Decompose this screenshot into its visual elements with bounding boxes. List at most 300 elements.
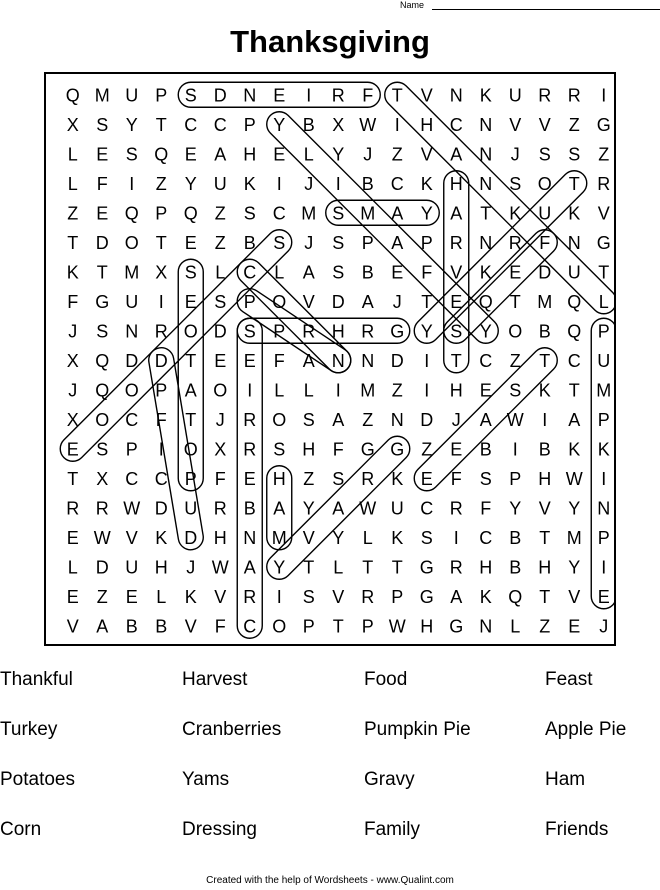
grid-letter: R [449,498,463,519]
grid-letter: C [272,203,286,224]
word-list [0,660,660,850]
grid-letter: E [66,439,79,460]
grid-letter: R [508,232,522,253]
grid-letter: F [450,468,462,489]
grid-letter: R [449,232,463,253]
grid-letter: Y [568,557,581,578]
grid-letter: E [125,586,138,607]
word-list-item: Apple Pie [545,719,627,740]
grid-letter: E [96,144,109,165]
grid-letter: K [155,527,168,548]
grid-letter: J [215,409,225,430]
word-list-item: Family [364,819,420,840]
grid-letter: I [276,173,282,194]
grid-letter: M [301,203,317,224]
grid-letter: T [539,350,551,371]
grid-letter: N [479,173,493,194]
grid-letter: E [568,616,581,637]
grid-letter: T [67,232,79,253]
grid-letter: Z [421,439,433,460]
grid-letter: G [419,557,434,578]
grid-letter: O [183,321,198,342]
grid-letter: N [243,85,257,106]
grid-letter: P [155,85,168,106]
grid-letter: A [391,232,404,253]
grid-letter: R [597,173,611,194]
grid-letter: V [509,114,522,135]
grid-letter: S [332,262,345,283]
grid-letter: Z [362,409,374,430]
grid-letter: E [184,232,197,253]
grid-letter: U [508,85,522,106]
name-field[interactable] [400,0,660,12]
grid-letter: S [96,321,109,342]
grid-letter: I [158,439,164,460]
grid-letter: E [450,439,463,460]
grid-letter: D [184,527,198,548]
grid-letter: Z [214,203,226,224]
grid-letter: K [420,173,433,194]
grid-letter: I [424,380,430,401]
grid-letter: T [185,350,197,371]
grid-letter: Q [478,291,493,312]
grid-letter: D [154,350,168,371]
grid-letter: V [568,586,581,607]
grid-letter: B [361,173,374,194]
grid-letter: V [450,262,463,283]
grid-letter: A [361,291,374,312]
grid-letter: Q [95,350,110,371]
grid-letter: R [95,498,109,519]
grid-letter: I [129,173,135,194]
grid-letter: E [273,85,286,106]
grid-letter: P [361,232,374,253]
grid-letter: Z [391,144,403,165]
grid-letter: K [538,380,551,401]
grid-letter: P [509,468,522,489]
grid-letter: E [214,350,227,371]
grid-letter: T [391,557,403,578]
grid-letter: E [479,380,492,401]
grid-letter: A [568,409,581,430]
grid-letter: G [390,439,405,460]
grid-letter: K [479,262,492,283]
grid-letter: X [155,262,168,283]
grid-letter: O [537,173,552,194]
grid-letter: C [243,616,257,637]
grid-letter: P [243,114,256,135]
grid-letter: X [66,350,79,371]
grid-letter: M [360,203,376,224]
grid-letter: P [273,321,286,342]
grid-letter: K [509,203,522,224]
grid-letter: R [154,321,168,342]
grid-letter: H [538,557,552,578]
grid-letter: C [125,468,139,489]
grid-letter: L [274,380,285,401]
grid-letter: Q [95,380,110,401]
grid-letter: W [506,409,524,430]
grid-letter: F [421,262,433,283]
grid-letter: G [596,232,611,253]
grid-letter: S [96,439,109,460]
grid-letter: S [243,203,256,224]
grid-letter: D [95,232,109,253]
grid-letter: V [597,203,610,224]
grid-letter: U [125,557,139,578]
grid-letter: T [421,291,433,312]
grid-letter: Y [302,498,315,519]
grid-letter: P [361,616,374,637]
grid-letter: I [394,114,400,135]
grid-letter: Z [509,350,521,371]
grid-letter: D [213,321,227,342]
grid-letter: A [450,144,463,165]
grid-letter: W [565,468,583,489]
grid-letter: R [361,586,375,607]
grid-letter: C [449,114,463,135]
grid-letter: H [449,380,463,401]
word-list-item: Yams [182,769,230,790]
grid-letter: Y [125,114,138,135]
grid-letter: I [542,409,548,430]
grid-letter: H [213,527,227,548]
grid-letter: L [598,291,609,312]
grid-letter: W [359,498,377,519]
grid-letter: C [125,409,139,430]
grid-letter: T [96,262,108,283]
grid-letter: K [568,439,581,460]
grid-letter: S [302,586,315,607]
grid-letter: C [479,350,493,371]
grid-letter: V [420,144,433,165]
grid-letter: A [391,203,404,224]
grid-letter: L [156,586,167,607]
grid-letter: F [67,291,79,312]
grid-letter: R [567,85,581,106]
grid-letter: A [243,557,256,578]
grid-letter: C [243,262,257,283]
grid-letter: W [388,616,406,637]
found-word-loop [262,107,504,349]
grid-letter: W [359,114,377,135]
grid-letter: Q [567,321,582,342]
grid-letter: V [125,527,138,548]
grid-letter: B [479,439,492,460]
grid-letter: H [243,144,257,165]
grid-letter: E [243,350,256,371]
grid-letter: H [479,557,493,578]
grid-letter: O [124,232,139,253]
grid-letter: S [214,291,227,312]
grid-letter: Y [332,144,345,165]
grid-letter: N [125,321,139,342]
word-list-item: Gravy [364,769,415,790]
grid-letter: A [450,586,463,607]
grid-letter: G [390,321,405,342]
grid-letter: E [273,144,286,165]
grid-letter: H [302,439,316,460]
grid-letter: R [243,586,257,607]
grid-letter: Y [509,498,522,519]
grid-letter: M [271,527,287,548]
grid-letter: F [539,232,551,253]
grid-letter: S [184,262,197,283]
grid-letter: E [184,144,197,165]
grid-letter: J [363,144,373,165]
grid-letter: N [390,409,404,430]
word-list-item: Ham [545,769,586,790]
grid-letter: J [304,173,314,194]
grid-letter: L [303,144,314,165]
grid-letter: V [302,527,315,548]
word-list-item: Feast [545,669,593,690]
word-list-item: Turkey [0,719,58,740]
grid-letter: Y [420,203,433,224]
grid-letter: J [451,409,461,430]
grid-letter: H [154,557,168,578]
grid-letter: U [538,203,552,224]
grid-letter: J [599,616,609,637]
grid-letter: X [96,468,109,489]
grid-letter: I [276,586,282,607]
grid-letter: R [361,468,375,489]
grid-letter: E [597,586,610,607]
grid-letter: X [332,114,345,135]
grid-letter: T [539,586,551,607]
grid-letter: S [568,144,581,165]
grid-letter: F [480,498,492,519]
grid-letter: C [479,527,493,548]
grid-letter: N [479,232,493,253]
found-word-loop [409,166,592,349]
grid-letter: C [567,350,581,371]
grid-letter: T [185,409,197,430]
grid-letter: N [479,616,493,637]
grid-letter: U [184,498,198,519]
grid-letter: H [272,468,286,489]
grid-letter: S [243,321,256,342]
grid-letter: P [597,527,610,548]
grid-letter: K [391,468,404,489]
grid-letter: N [243,527,257,548]
grid-letter: B [538,321,551,342]
grid-letter: F [214,468,226,489]
grid-letter: J [392,291,402,312]
grid-letter: Z [568,114,580,135]
grid-letter: U [125,291,139,312]
grid-letter: O [183,439,198,460]
grid-letter: H [420,114,434,135]
grid-letter: I [335,173,341,194]
grid-letter: B [361,262,374,283]
word-list-item: Harvest [182,669,248,690]
grid-letter: T [391,85,403,106]
grid-letter: F [273,350,285,371]
grid-letter: U [125,85,139,106]
grid-letter: H [331,321,345,342]
grid-letter: Z [67,203,79,224]
grid-letter: F [214,616,226,637]
grid-letter: Q [124,203,139,224]
found-word-loop [55,225,297,467]
grid-letter: T [362,557,374,578]
grid-letter: P [243,291,256,312]
grid-letter: V [66,616,79,637]
grid-letter: R [331,85,345,106]
grid-letter: M [94,85,110,106]
grid-letter: V [420,85,433,106]
grid-letter: N [361,350,375,371]
grid-letter: T [480,203,492,224]
grid-letter: W [211,557,229,578]
grid-letter: M [537,291,553,312]
grid-letter: Z [303,468,315,489]
grid-letter: D [125,350,139,371]
grid-letter: M [596,380,612,401]
grid-letter: H [538,468,552,489]
grid-letter: R [449,557,463,578]
grid-letter: C [420,498,434,519]
grid-letter: A [184,380,197,401]
grid-letter: M [566,527,582,548]
grid-letter: S [273,439,286,460]
grid-letter: A [302,350,315,371]
grid-letter: S [420,527,433,548]
grid-letter: C [213,114,227,135]
grid-letter: V [538,498,551,519]
grid-letter: K [479,586,492,607]
grid-letter: A [332,498,345,519]
grid-letter: Q [183,203,198,224]
grid-letter: G [449,616,464,637]
grid-letter: U [567,262,581,283]
grid-letter: T [450,350,462,371]
grid-letter: J [304,232,314,253]
grid-letter: A [479,409,492,430]
grid-letter: L [510,616,521,637]
grid-letter: M [360,380,376,401]
grid-letter: A [332,409,345,430]
grid-letter: B [155,616,168,637]
grid-letter: R [538,85,552,106]
grid-letter: V [332,586,345,607]
grid-letter: S [184,85,197,106]
grid-letter: Z [598,144,610,165]
grid-letter: S [125,144,138,165]
grid-letter: N [597,498,611,519]
word-list-item: Potatoes [0,769,75,790]
grid-letter: F [362,85,374,106]
grid-letter: D [213,85,227,106]
grid-letter: X [66,114,79,135]
grid-letter: Z [539,616,551,637]
grid-letter: V [214,586,227,607]
grid-letter: L [333,557,344,578]
grid-letter: Y [273,557,286,578]
grid-letter: Y [273,114,286,135]
grid-letter: U [390,498,404,519]
grid-letter: S [538,144,551,165]
grid-letter: W [123,498,141,519]
grid-letter: D [390,350,404,371]
word-list-item: Thankful [0,669,73,690]
grid-letter: P [391,586,404,607]
grid-letter: P [302,616,315,637]
grid-letter: H [420,616,434,637]
grid-letter: B [509,557,522,578]
grid-letter: N [449,85,463,106]
grid-letter: I [601,557,607,578]
grid-letter: I [335,380,341,401]
grid-letter: F [332,439,344,460]
grid-letter: T [539,527,551,548]
grid-letter: X [66,409,79,430]
grid-letter: L [274,262,285,283]
grid-letter: Y [420,321,433,342]
grid-letter: H [449,173,463,194]
grid-letter: N [567,232,581,253]
grid-letter: V [538,114,551,135]
footer-credit: Created with the help of Wordsheets - www.Qualint.com [206,875,454,886]
grid-letter: T [568,380,580,401]
grid-letter: O [272,291,287,312]
grid-letter: P [155,203,168,224]
grid-letter: R [243,439,257,460]
grid-letter: Q [567,291,582,312]
grid-letter: F [96,173,108,194]
grid-letter: P [184,468,197,489]
grid-letter: B [509,527,522,548]
grid-letter: K [243,173,256,194]
grid-letter: B [243,232,256,253]
grid-letter: U [597,350,611,371]
grid-letter: S [332,203,345,224]
word-list-item: Cranberries [182,719,282,740]
grid-letter: L [362,527,373,548]
grid-letter: E [96,203,109,224]
grid-letter: Q [154,144,169,165]
grid-letter: N [479,144,493,165]
grid-letter: M [124,262,140,283]
grid-letter: S [273,232,286,253]
grid-letter: X [214,439,227,460]
grid-letter: C [390,173,404,194]
grid-letter: N [331,350,345,371]
grid-letter: I [601,85,607,106]
grid-letter: I [424,350,430,371]
grid-letter: C [184,114,198,135]
word-list-item: Dressing [182,819,257,840]
word-list-item: Corn [0,819,42,840]
grid-letter: L [215,262,226,283]
word-search-grid [44,72,616,646]
grid-letter: T [332,616,344,637]
name-line [432,9,660,10]
word-list-item: Friends [545,819,609,840]
grid-letter: Y [568,498,581,519]
grid-letter: K [568,203,581,224]
grid-letter: I [158,291,164,312]
grid-letter: T [155,114,167,135]
grid-letter: E [243,468,256,489]
grid-letter: L [67,557,78,578]
grid-letter: A [302,262,315,283]
grid-letter: G [419,586,434,607]
grid-letter: I [601,468,607,489]
grid-letter: I [512,439,518,460]
grid-letter: B [538,439,551,460]
